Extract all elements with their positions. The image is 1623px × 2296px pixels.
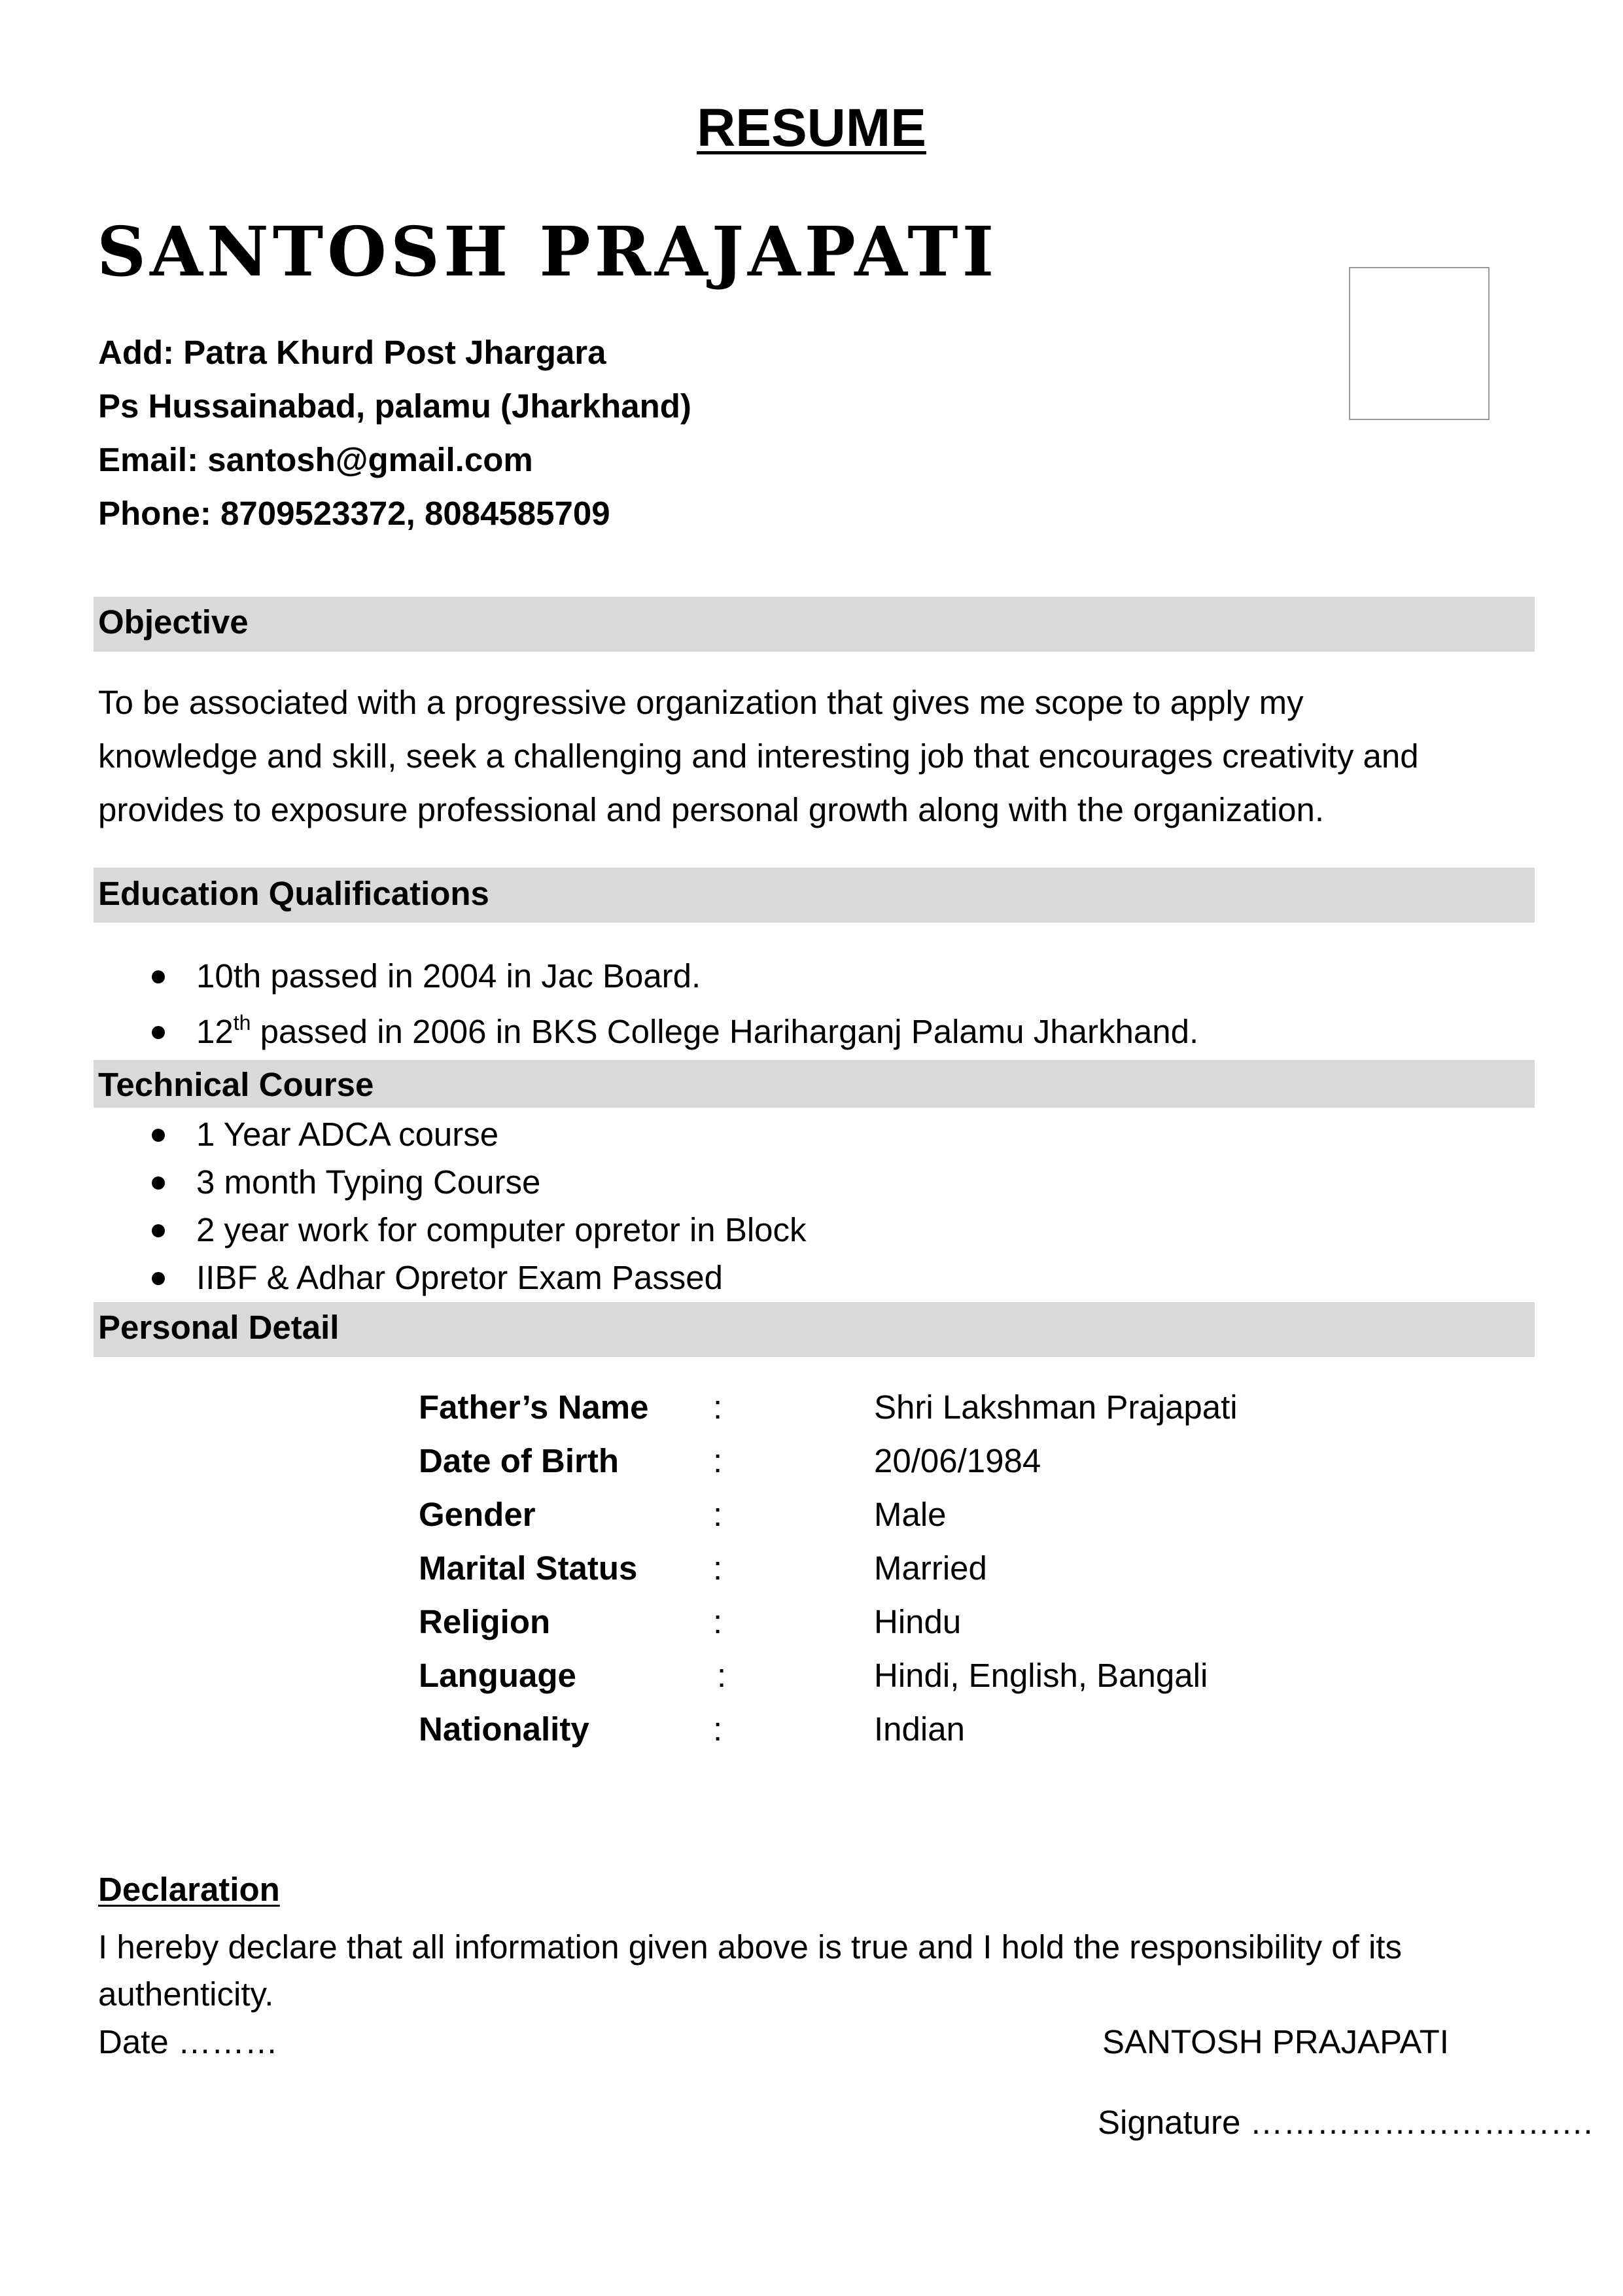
date-label: Date ……… — [98, 2023, 278, 2060]
personal-separator: : — [717, 1657, 727, 1694]
bullet-icon — [152, 1176, 165, 1190]
personal-value: Indian — [874, 1710, 965, 1748]
personal-label: Gender — [419, 1496, 536, 1533]
bullet-icon — [152, 1224, 165, 1237]
photo-placeholder — [1349, 267, 1490, 420]
personal-separator: : — [713, 1710, 723, 1748]
technical-title: Technical Course — [98, 1066, 374, 1103]
email-line: Email: santosh@gmail.com — [98, 441, 533, 478]
candidate-name: SANTOSH PRAJAPATI — [97, 211, 998, 292]
personal-separator: : — [713, 1496, 723, 1533]
address-line-1: Add: Patra Khurd Post Jhargara — [98, 334, 606, 371]
education-item-number: 12 — [196, 1013, 234, 1050]
personal-value: Male — [874, 1496, 947, 1533]
objective-section-bar — [94, 597, 1535, 652]
personal-value: Hindu — [874, 1603, 962, 1640]
technical-item: 2 year work for computer opretor in Block — [196, 1211, 807, 1248]
personal-value: Shri Lakshman Prajapati — [874, 1388, 1238, 1426]
personal-label: Nationality — [419, 1710, 589, 1748]
bullet-icon — [152, 1129, 165, 1142]
personal-label: Date of Birth — [419, 1442, 619, 1479]
personal-value: 20/06/1984 — [874, 1442, 1041, 1479]
education-item: 10th passed in 2004 in Jac Board. — [196, 957, 701, 995]
objective-title: Objective — [98, 603, 249, 641]
objective-text-line: provides to exposure professional and personal growth along with the organization. — [98, 791, 1325, 828]
phone-line: Phone: 8709523372, 8084585709 — [98, 495, 610, 532]
technical-item: 3 month Typing Course — [196, 1163, 541, 1201]
objective-text-line: To be associated with a progressive organization that gives me scope to apply my — [98, 684, 1304, 721]
bullet-icon — [152, 970, 165, 983]
personal-label: Marital Status — [419, 1549, 638, 1587]
bullet-icon — [152, 1272, 165, 1285]
declaration-text-line: authenticity. — [98, 1975, 274, 2013]
education-item-superscript: th — [233, 1011, 251, 1034]
technical-item: 1 Year ADCA course — [196, 1116, 499, 1153]
personal-value: Hindi, English, Bangali — [874, 1657, 1208, 1694]
personal-value: Married — [874, 1549, 987, 1587]
education-title: Education Qualifications — [98, 875, 489, 912]
declaration-title: Declaration — [98, 1871, 280, 1908]
bullet-icon — [152, 1026, 165, 1039]
personal-separator: : — [713, 1603, 723, 1640]
personal-title: Personal Detail — [98, 1309, 340, 1346]
personal-separator: : — [713, 1442, 723, 1479]
personal-label: Language — [419, 1657, 576, 1694]
education-item — [196, 1011, 1199, 1050]
objective-text-line: knowledge and skill, seek a challenging and interesting job that encourages creativity and — [98, 737, 1419, 775]
education-item-detail: passed in 2006 in BKS College Hariharganj Palamu Jharkhand. — [251, 1013, 1199, 1050]
personal-separator: : — [713, 1388, 723, 1426]
declaration-text-line: I hereby declare that all information given above is true and I hold the responsibility of its — [98, 1928, 1402, 1966]
technical-item: IIBF & Adhar Opretor Exam Passed — [196, 1259, 724, 1296]
personal-separator: : — [713, 1549, 723, 1587]
signature-label: Signature …………………………. — [1098, 2104, 1593, 2141]
personal-label: Father’s Name — [419, 1388, 649, 1426]
address-line-2: Ps Hussainabad, palamu (Jharkhand) — [98, 387, 691, 425]
personal-label: Religion — [419, 1603, 551, 1640]
page-title: RESUME — [697, 98, 926, 158]
signatory-name: SANTOSH PRAJAPATI — [1102, 2023, 1449, 2060]
